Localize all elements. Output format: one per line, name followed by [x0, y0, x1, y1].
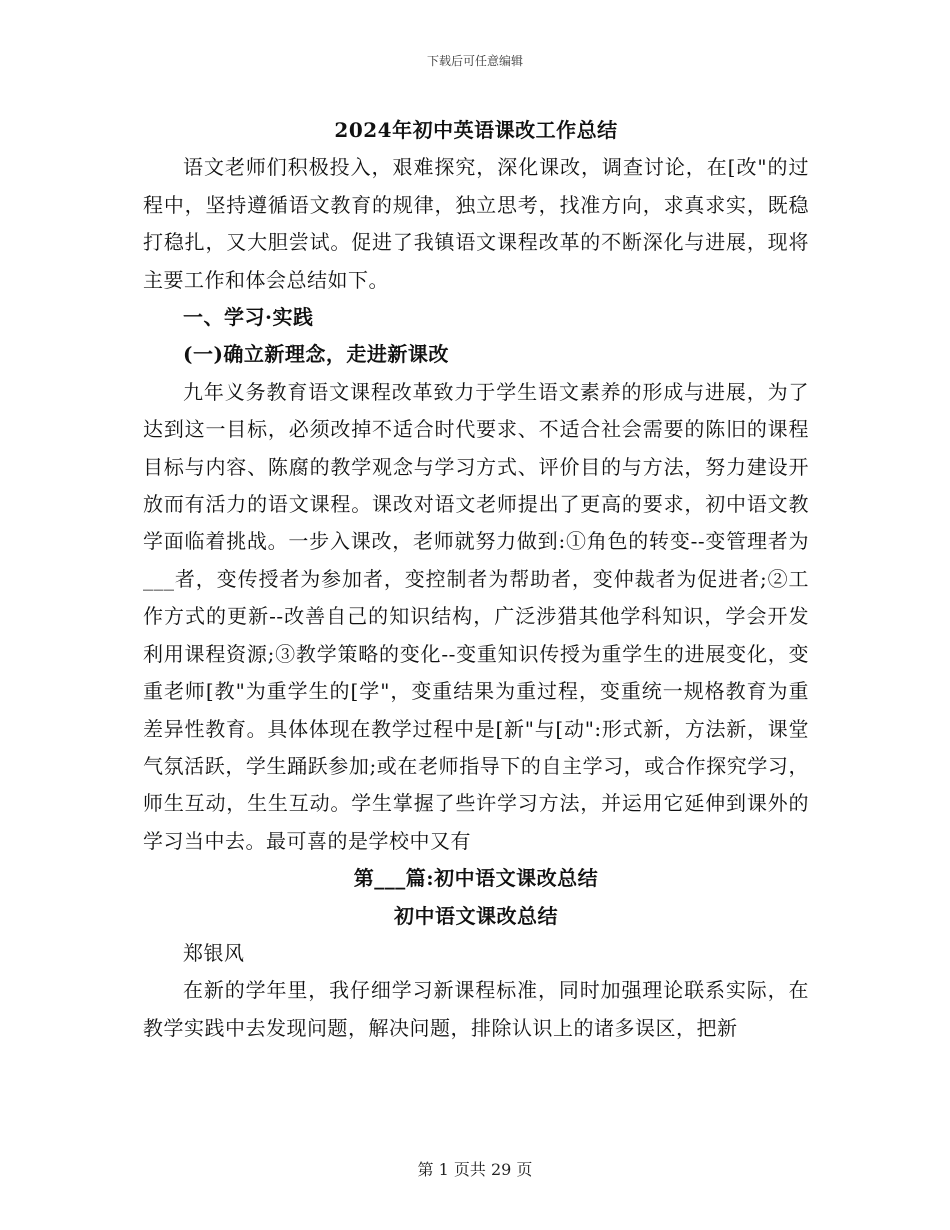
header-note: 下载后可任意编辑 [426, 54, 523, 68]
document-title: 2024年初中英语课改工作总结 [334, 118, 618, 142]
heading-study-practice: 一、学习·实践 [183, 305, 314, 330]
paragraph-curriculum-reform: 九年义务教育语文课程改革致力于学生语文素养的形成与进展，为了达到这一目标，必须改掉不适合时代要求、不适合社会需要的陈旧的课程目标与内容、陈腐的教学观念与学习方式、评价目的与方法，努力建设开放而有活力的语文课程。课改对语文老师提出了更高的要求，初中语文教学面临着挑战。一步入课改，老师就努力做到:①角色的转变--变管理者为___者，变传授者为参加者，变控制者为帮助者，变仲裁者为促进者;②工作方式的更新--改善自己的知识结构，广泛涉猎其他学科知识，学会开发利用课程资源;③教学策略的变化--变重知识传授为重学生的进展变化，变重老师[教"为重学生的[学"，变重结果为重过程，变重统一规格教育为重差异性教育。具体体现在教学过程中是[新"与[动":形式新，方法新，课堂气氛活跃，学生踊跃参加;或在老师指导下的自主学习，或合作探究学习，师生互动，生生互动。学生掌握了些许学习方法，并运用它延伸到课外的学习当中去。最可喜的是学校中又有 [143, 379, 809, 853]
paragraph-intro: 语文老师们积极投入，艰难探究，深化课改，调查讨论，在[改"的过程中，坚持遵循语文教育的规律，独立思考，找准方向，求真求实，既稳打稳扎，又大胆尝试。促进了我镇语文课程改革的不断深化与进展，现将主要工作和体会总结如下。 [143, 155, 809, 292]
paragraph-new-year: 在新的学年里，我仔细学习新课程标准，同时加强理论联系实际，在教学实践中去发现问题，解决问题，排除认识上的诸多误区，把新 [143, 978, 809, 1040]
heading-new-concept: (一)确立新理念，走进新课改 [183, 342, 449, 367]
section-subtitle: 初中语文课改总结 [394, 903, 558, 928]
section-title: 第___篇:初中语文课改总结 [353, 866, 599, 891]
document-body [143, 112, 809, 1047]
page-number: 第 1 页共 29 页 [417, 1160, 533, 1179]
author-name: 郑银风 [183, 940, 245, 965]
